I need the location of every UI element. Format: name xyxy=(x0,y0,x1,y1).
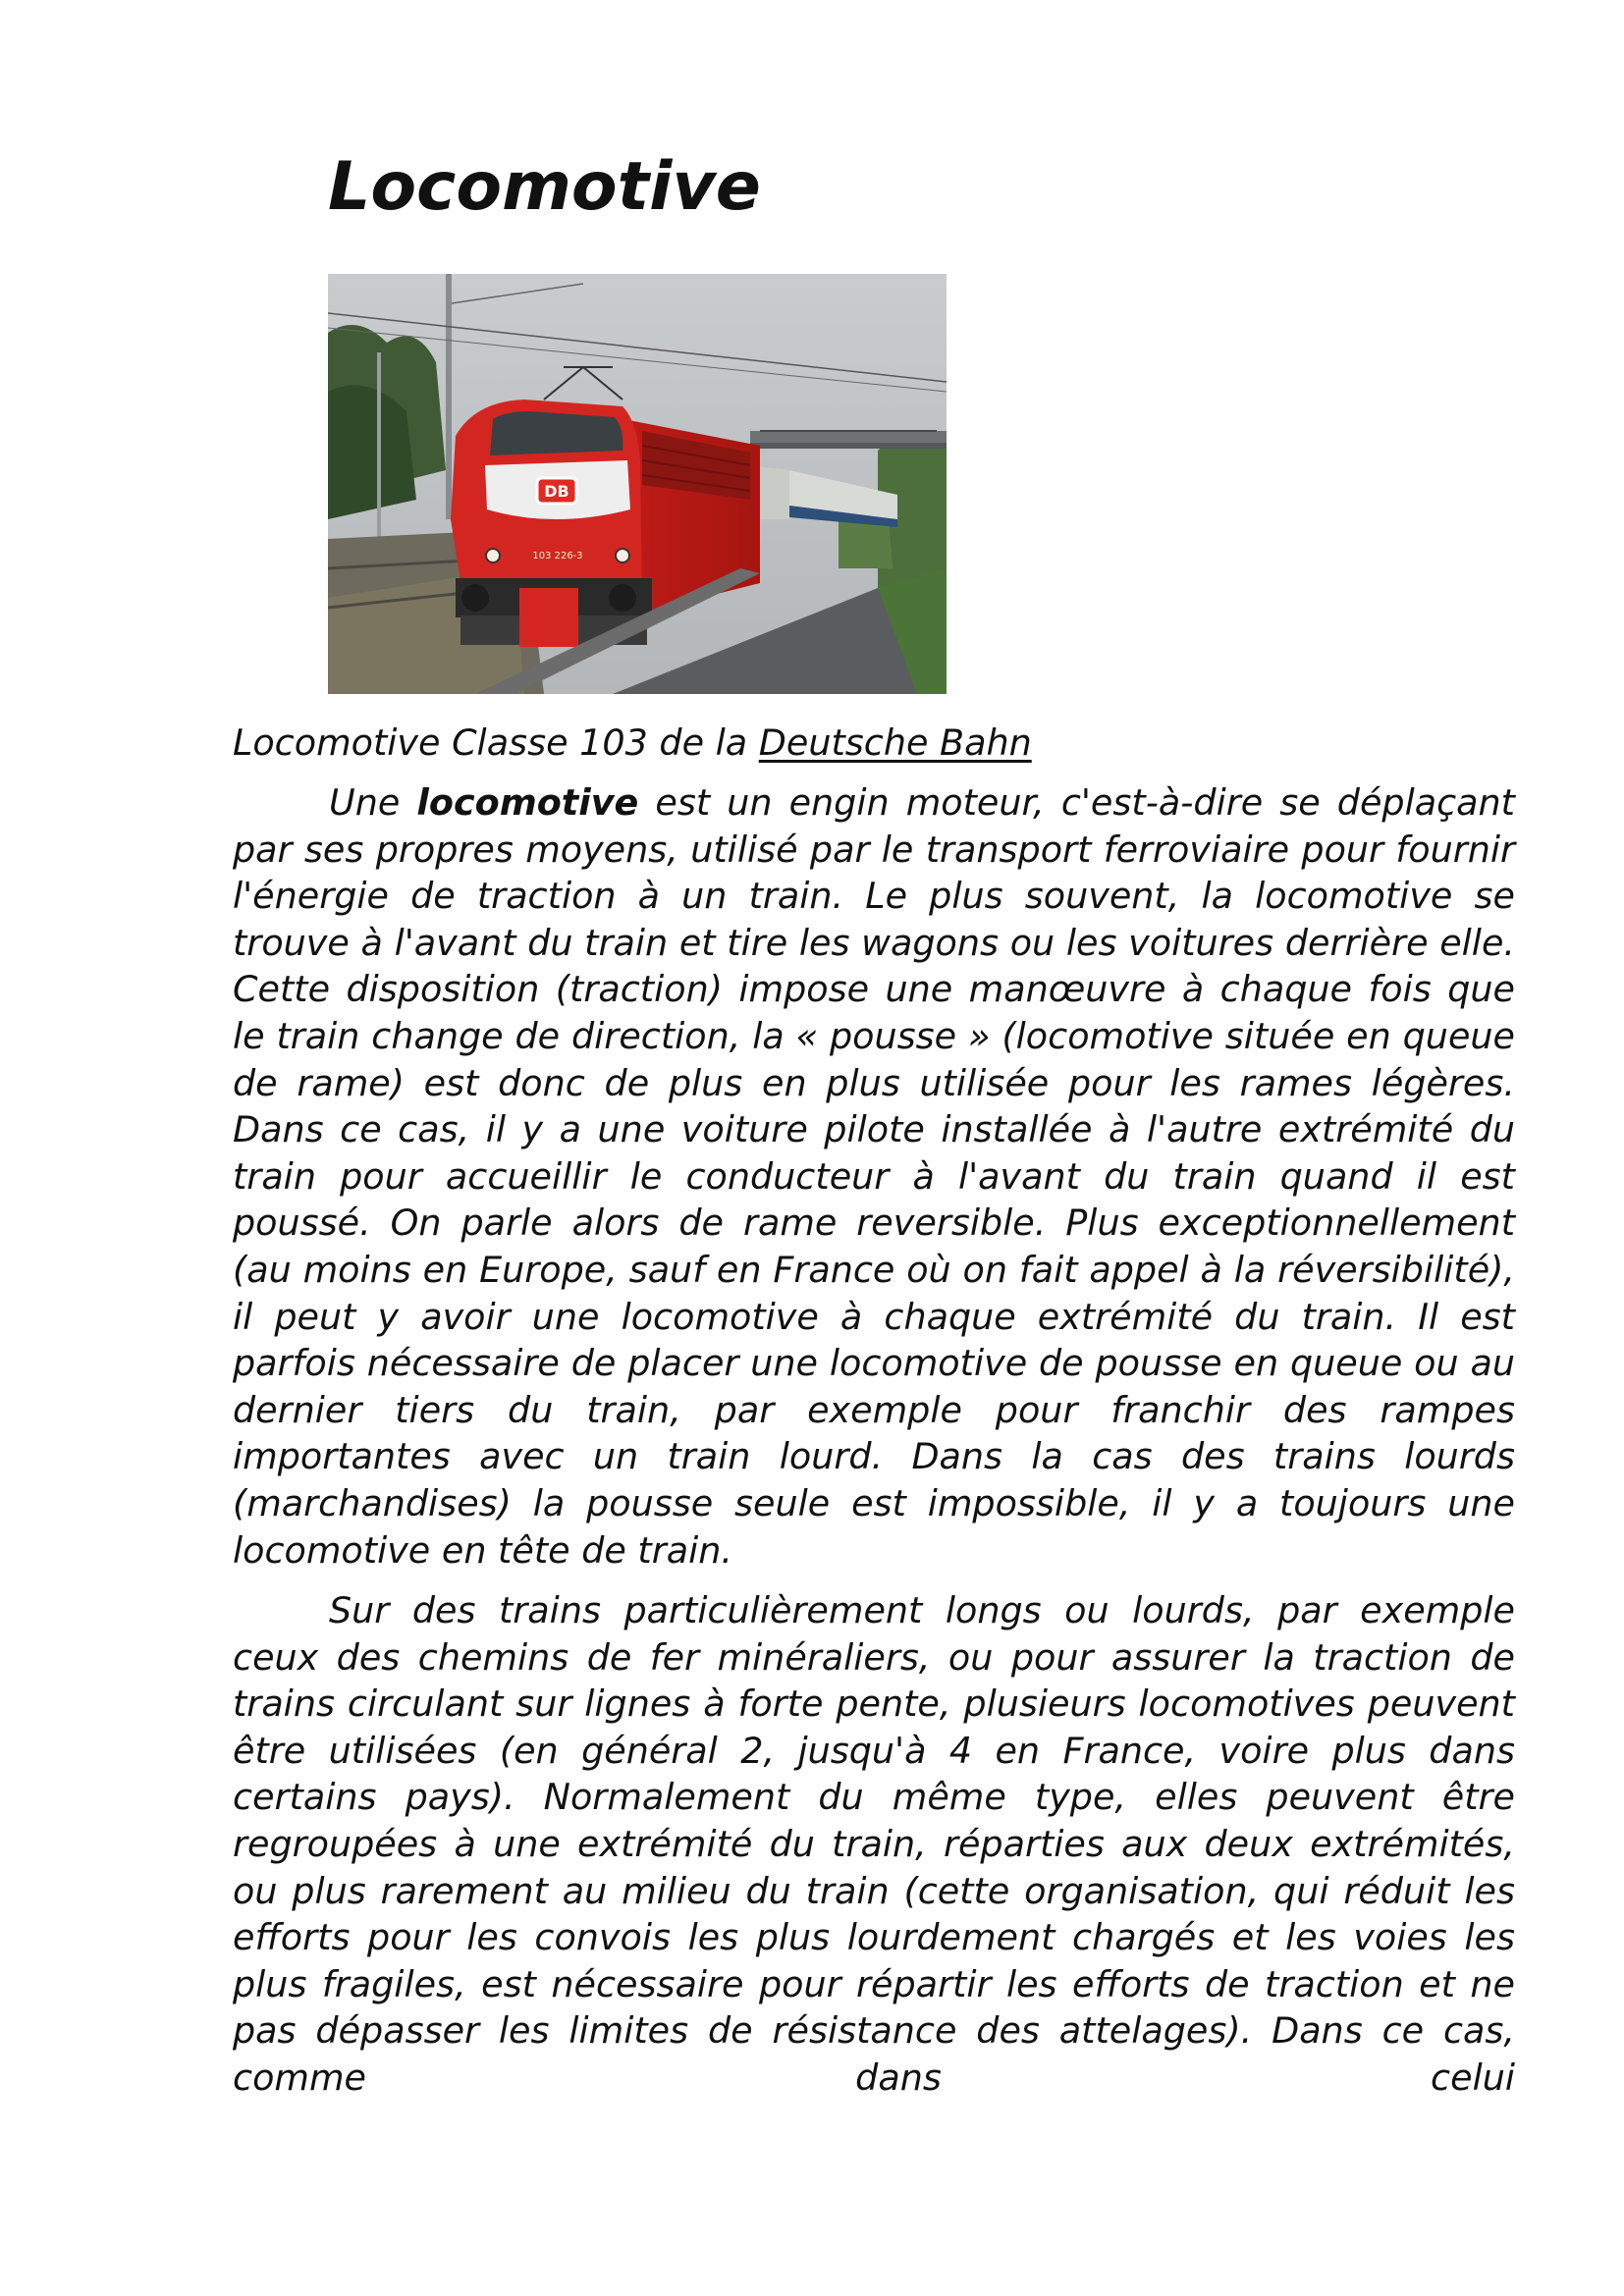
paragraph-1-rest: est un engin moteur, c'est-à-dire se déplaçant par ses propres moyens, utilisé par le transport ferroviaire pour fournir l'énergie de traction à un train. Le plus souvent, la locomotive se trouve à l'avant du train et tire les wagons ou les voitures derrière elle. Cette disposition (traction) impose une manœuvre à chaque fois que le train change de direction, la « pousse » (locomotive située en queue de rame) est donc de plus en plus utilisée pour les rames légères. Dans ce cas, il y a une voiture pilote installée à l'autre extrémité du train pour accueillir le conducteur à l'avant du train quand il est poussé. On parle alors de rame reversible. Plus exceptionnellement (au moins en Europe, sauf en France où on fait appel à la réversibilité), il peut y avoir une locomotive à chaque extrémité du train. Il est parfois nécessaire de placer une locomotive de pousse en queue ou au dernier tiers du train, par exemple pour franchir des rampes importantes avec un train lourd. Dans la cas des trains lourds (marchandises) la pousse seule est impossible, il y a toujours une locomotive en tête de train. xyxy=(233,781,1515,1572)
paragraph-1 xyxy=(233,779,1515,1574)
figure-caption xyxy=(233,720,1032,767)
locomotive-photo xyxy=(328,274,947,694)
deutsche-bahn-link[interactable]: Deutsche Bahn xyxy=(758,721,1032,764)
paragraph-1-start: Une xyxy=(329,781,417,824)
term-locomotive: locomotive xyxy=(416,781,639,824)
number-plate: 103 226-3 xyxy=(532,551,583,561)
article-body xyxy=(233,779,1515,2115)
locomotive-illustration xyxy=(328,274,947,694)
caption-text: Locomotive Classe 103 de la xyxy=(233,721,759,764)
paragraph-2: Sur des trains particulièrement longs ou lourds, par exemple ceux des chemins de fer minéraliers, ou pour assurer la traction de trains circulant sur lignes à forte pente, plusieurs locomotives peuvent être utilisées (en général 2, jusqu'à 4 en France, voire plus dans certains pays). Normalement du même type, elles peuvent être regroupées à une extrémité du train, réparties aux deux extrémités, ou plus rarement au milieu du train (cette organisation, qui réduit les efforts pour les convois les plus lourdement chargés et les voies les plus fragiles, est nécessaire pour répartir les efforts de traction et ne pas dépasser les limites de résistance des attelages). Dans ce cas, comme dans celui xyxy=(233,1589,1515,2100)
page-title: Locomotive xyxy=(328,148,761,226)
db-logo: DB xyxy=(544,482,569,501)
